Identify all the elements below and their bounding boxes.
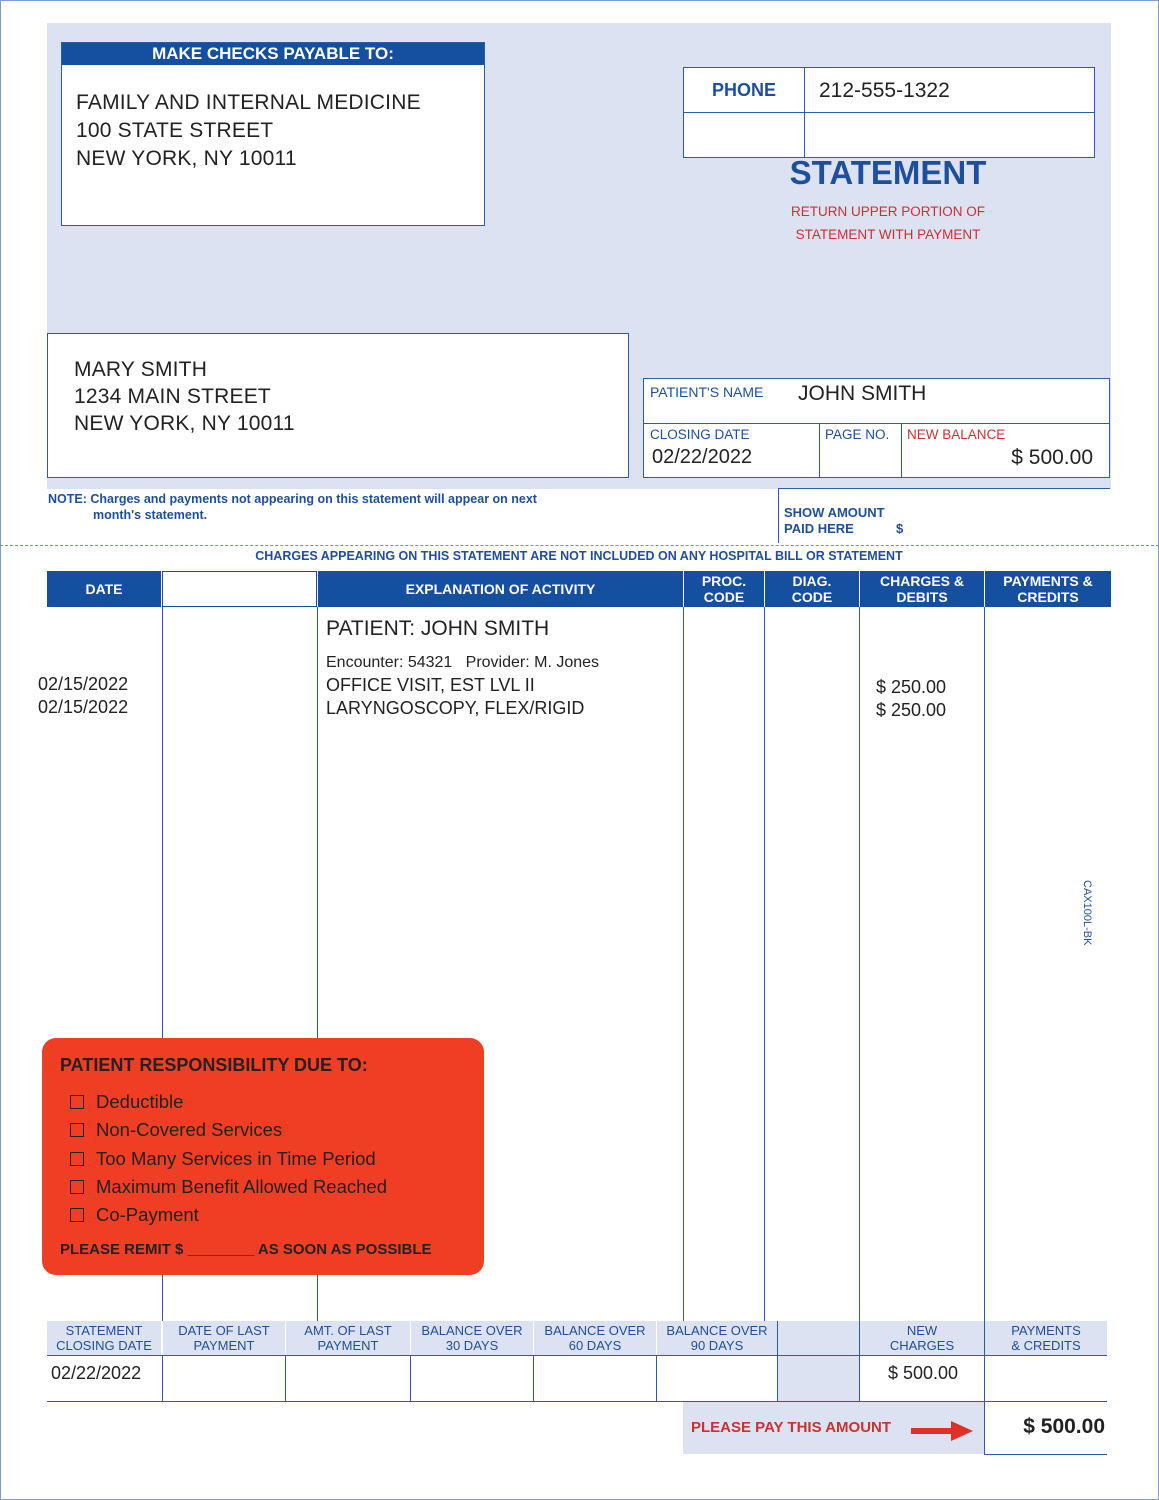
header-text: CODE	[791, 589, 833, 605]
responsibility-item[interactable]	[70, 1091, 183, 1113]
summary-header-text: CHARGES	[889, 1338, 955, 1353]
payable-to-header: MAKE CHECKS PAYABLE TO:	[62, 43, 484, 65]
checkbox[interactable]	[70, 1123, 84, 1137]
new-balance-value: $ 500.00	[1011, 446, 1093, 469]
column-divider	[859, 1321, 860, 1401]
summary-header-text: DATE OF LAST	[178, 1323, 270, 1338]
payable-city: NEW YORK, NY 10011	[76, 147, 297, 170]
summary-shaded-cell	[778, 1321, 859, 1401]
summary-header-new-charges	[860, 1321, 984, 1355]
summary-header-text: STATEMENT	[65, 1323, 143, 1338]
summary-header-text: AMT. OF LAST	[304, 1323, 392, 1338]
phone-value: 212-555-1322	[819, 79, 950, 102]
checkbox[interactable]	[70, 1095, 84, 1109]
charges-note: CHARGES APPEARING ON THIS STATEMENT ARE NOT INCLUDED ON ANY HOSPITAL BILL OR STATEMENT	[255, 549, 903, 563]
divider	[804, 68, 805, 157]
header-text: CHARGES &	[879, 573, 964, 589]
summary-header-text: 60 DAYS	[568, 1338, 622, 1353]
statement-note	[48, 491, 537, 523]
recipient-name: MARY SMITH	[74, 358, 208, 381]
patient-name-label: PATIENT'S NAME	[650, 384, 764, 400]
page-no-label: PAGE NO.	[825, 427, 890, 442]
summary-header-balance-90	[657, 1321, 777, 1355]
header-text: CODE	[703, 589, 745, 605]
responsibility-item-label: Maximum Benefit Allowed Reached	[96, 1176, 388, 1197]
summary-header-text: PAYMENT	[317, 1338, 379, 1353]
column-divider	[984, 1321, 985, 1454]
statement-title: STATEMENT	[789, 154, 987, 191]
summary-header-amt-last-payment	[286, 1321, 410, 1355]
header-diag-code	[765, 571, 859, 607]
responsibility-item-label: Deductible	[96, 1091, 184, 1112]
currency-symbol: $	[896, 521, 904, 536]
row-charge: $ 250.00	[876, 677, 947, 697]
checkbox[interactable]	[70, 1152, 84, 1166]
summary-header-text: NEW	[906, 1323, 938, 1338]
encounter-line: Encounter: 54321 Provider: M. Jones	[326, 654, 600, 671]
patient-info-box	[643, 378, 1110, 478]
header-text: CREDITS	[1017, 589, 1079, 605]
phone-box	[683, 67, 1095, 158]
summary-header-text: BALANCE OVER	[421, 1323, 523, 1338]
row-date: 02/15/2022	[38, 697, 129, 717]
pay-amount-label-box	[683, 1402, 984, 1454]
row-description: LARYNGOSCOPY, FLEX/RIGID	[326, 698, 585, 718]
row-date: 02/15/2022	[38, 674, 129, 694]
summary-header-text: & CREDITS	[1011, 1338, 1081, 1353]
divider	[901, 423, 902, 477]
summary-header-text: 30 DAYS	[445, 1338, 499, 1353]
payable-street: 100 STATE STREET	[76, 119, 274, 142]
header-explanation: EXPLANATION OF ACTIVITY	[318, 571, 683, 607]
header-text: DIAG.	[792, 573, 832, 589]
responsibility-item-label: Non-Covered Services	[96, 1119, 283, 1140]
note-line: NOTE: Charges and payments not appearing on this statement will appear on next	[48, 492, 537, 506]
checkbox[interactable]	[70, 1208, 84, 1222]
arrow-right-icon	[911, 1421, 973, 1441]
summary-header-balance-60	[534, 1321, 656, 1355]
phone-label: PHONE	[711, 80, 776, 100]
column-divider	[656, 1355, 657, 1401]
summary-header-text: BALANCE OVER	[544, 1323, 646, 1338]
row-charge: $ 250.00	[876, 700, 947, 720]
column-divider	[777, 1321, 778, 1401]
header-date: DATE	[47, 571, 161, 607]
responsibility-item[interactable]	[70, 1176, 387, 1198]
paid-here-label: PAID HERE	[784, 521, 854, 536]
column-divider	[533, 1355, 534, 1401]
summary-closing-date-value: 02/22/2022	[51, 1363, 142, 1383]
remit-line: PLEASE REMIT $ ________ AS SOON AS POSSIBLE	[60, 1241, 432, 1258]
checkbox[interactable]	[70, 1180, 84, 1194]
divider	[819, 423, 820, 477]
divider	[984, 1454, 1107, 1455]
closing-date-value: 02/22/2022	[652, 446, 753, 468]
header-proc-code	[684, 571, 764, 607]
responsibility-item[interactable]	[70, 1204, 199, 1226]
summary-header-text: CLOSING DATE	[56, 1338, 152, 1353]
column-divider	[683, 607, 684, 1321]
recipient-city: NEW YORK, NY 10011	[74, 412, 295, 435]
column-divider	[764, 607, 765, 1321]
column-divider	[162, 1355, 163, 1401]
perforation-line	[0, 545, 1159, 546]
header-payments-credits	[985, 571, 1111, 607]
responsibility-item[interactable]	[70, 1148, 376, 1170]
return-note-line: RETURN UPPER PORTION OF	[790, 204, 986, 219]
column-divider	[285, 1355, 286, 1401]
header-text: DEBITS	[896, 589, 948, 605]
return-note-line: STATEMENT WITH PAYMENT	[795, 227, 981, 242]
payable-name: FAMILY AND INTERNAL MEDICINE	[76, 91, 421, 114]
divider	[47, 1355, 1107, 1356]
form-code: CAX100L-BK	[1081, 880, 1093, 946]
header-text: PAYMENTS &	[1003, 573, 1093, 589]
show-amount-paid-field[interactable]	[778, 488, 1110, 543]
header-text: PROC.	[701, 573, 747, 589]
responsibility-item-label: Too Many Services in Time Period	[96, 1148, 376, 1169]
summary-header-payments-credits	[985, 1321, 1107, 1355]
recipient-street: 1234 MAIN STREET	[74, 385, 271, 408]
column-divider	[859, 607, 860, 1321]
responsibility-item-label: Co-Payment	[96, 1204, 199, 1225]
patient-name-value: JOHN SMITH	[798, 382, 927, 405]
patient-line: PATIENT: JOHN SMITH	[326, 617, 550, 640]
new-balance-label: NEW BALANCE	[907, 427, 1006, 442]
payable-to-box	[61, 42, 485, 226]
return-note	[683, 200, 1093, 246]
show-amount-label: SHOW AMOUNT	[784, 505, 885, 520]
summary-header-closing-date	[47, 1321, 161, 1355]
divider	[644, 423, 1109, 424]
summary-header-text: PAYMENTS	[1011, 1323, 1081, 1338]
summary-new-charges-value: $ 500.00	[888, 1363, 959, 1383]
pay-amount-value: $ 500.00	[1023, 1415, 1105, 1438]
header-blank	[162, 571, 317, 607]
summary-header-balance-30	[411, 1321, 533, 1355]
divider	[684, 112, 1094, 113]
note-line: month's statement.	[93, 508, 208, 522]
responsibility-item[interactable]	[70, 1119, 282, 1141]
summary-header-date-last-payment	[163, 1321, 285, 1355]
responsibility-title: PATIENT RESPONSIBILITY DUE TO:	[60, 1055, 368, 1075]
summary-header-text: 90 DAYS	[690, 1338, 744, 1353]
pay-amount-label: PLEASE PAY THIS AMOUNT	[691, 1419, 892, 1436]
header-charges-debits	[860, 571, 984, 607]
summary-header-text: PAYMENT	[193, 1338, 255, 1353]
summary-header-text: BALANCE OVER	[666, 1323, 768, 1338]
column-divider	[410, 1355, 411, 1401]
row-description: OFFICE VISIT, EST LVL II	[326, 675, 535, 695]
recipient-address-box	[47, 333, 629, 478]
patient-responsibility-box	[42, 1038, 484, 1275]
column-divider	[984, 607, 985, 1321]
closing-date-label: CLOSING DATE	[650, 427, 750, 442]
